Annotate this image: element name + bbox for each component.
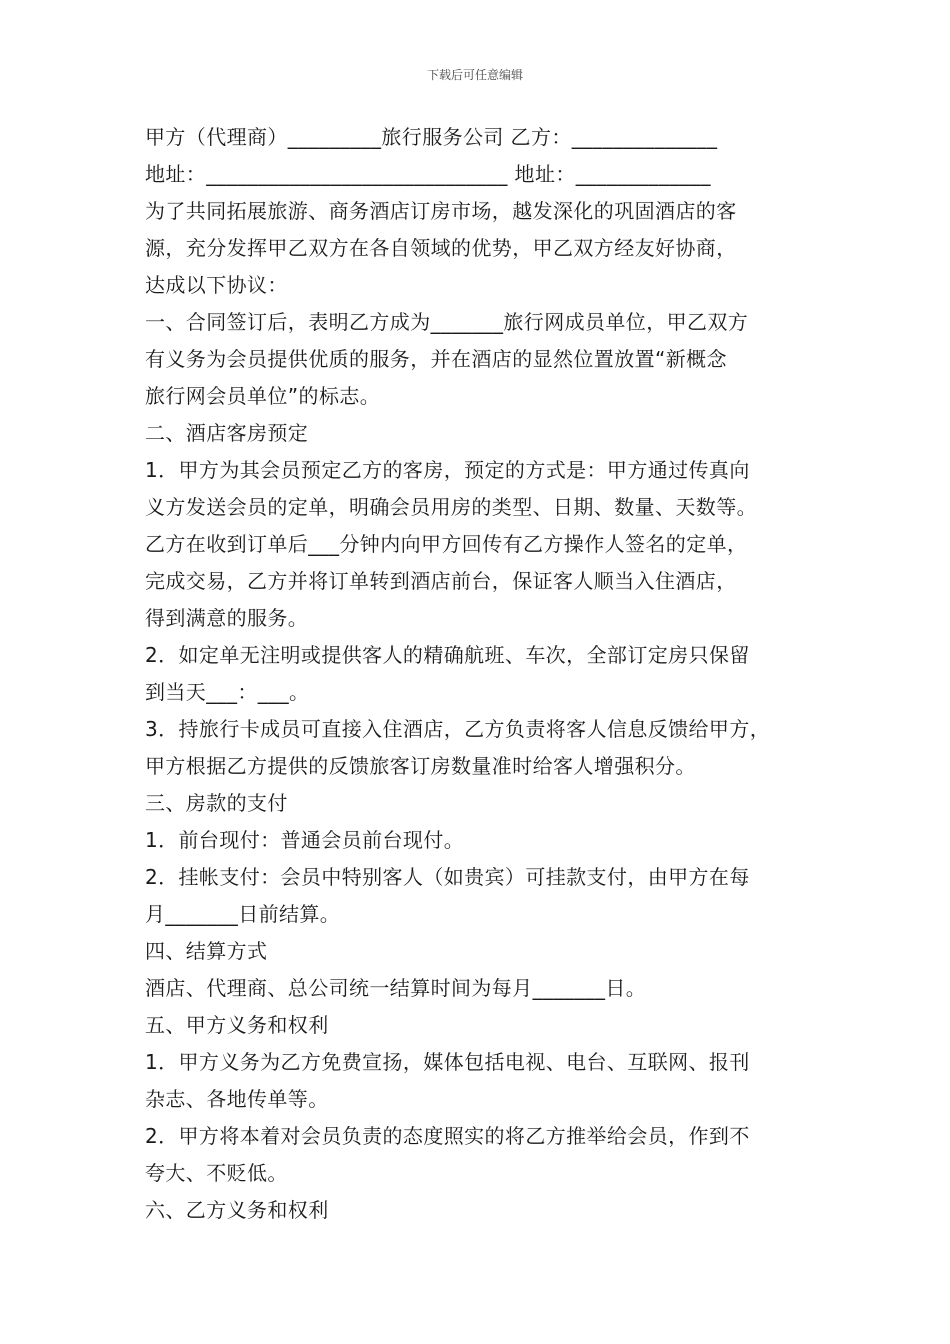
contract-body — [145, 119, 835, 1229]
text-line: 2．挂帐支付：会员中特别客人（如贵宾）可挂款支付，由甲方在每 — [145, 865, 750, 889]
text-line: 乙方在收到订单后___分钟内向甲方回传有乙方操作人签名的定单， — [145, 532, 748, 556]
text-line: 1．甲方义务为乙方免费宣扬，媒体包括电视、电台、互联网、报刊 — [145, 1050, 750, 1074]
section-heading: 四、结算方式 — [145, 939, 268, 963]
text-line: 源，充分发挥甲乙双方在各自领域的优势，甲乙双方经友好协商， — [145, 236, 737, 260]
text-line: 完成交易，乙方并将订单转到酒店前台，保证客人顺当入住酒店， — [145, 569, 737, 593]
text-line: 有义务为会员提供优质的服务，并在酒店的显然位置放置“新概念 — [145, 347, 727, 371]
text-line: 到当天___：___。 — [145, 680, 310, 704]
text-line: 月_______日前结算。 — [145, 902, 341, 926]
text-line: 得到满意的服务。 — [145, 606, 309, 630]
text-line: 义方发送会员的定单，明确会员用房的类型、日期、数量、天数等。 — [145, 495, 757, 519]
text-line: 甲方根据乙方提供的反馈旅客订房数量准时给客人增强积分。 — [145, 754, 696, 778]
text-line: 1．前台现付：普通会员前台现付。 — [145, 828, 465, 852]
text-line: 为了共同拓展旅游、商务酒店订房市场，越发深化的巩固酒店的客 — [145, 199, 737, 223]
section-heading: 二、酒店客房预定 — [145, 421, 309, 445]
text-line: 酒店、代理商、总公司统一结算时间为每月_______日。 — [145, 976, 647, 1000]
text-line: 甲方（代理商）_________旅行服务公司 乙方：______________ — [145, 125, 718, 149]
text-line: 2．如定单无注明或提供客人的精确航班、车次，全部订定房只保留 — [145, 643, 750, 667]
text-line: 一、合同签订后，表明乙方成为_______旅行网成员单位，甲乙双方 — [145, 310, 749, 334]
text-line: 旅行网会员单位”的标志。 — [145, 384, 381, 408]
section-heading: 六、乙方义务和权利 — [145, 1198, 329, 1222]
header-note: 下载后可任意编辑 — [426, 68, 523, 82]
text-line: 夸大、不贬低。 — [145, 1161, 288, 1185]
text-line: 2．甲方将本着对会员负责的态度照实的将乙方推举给会员，作到不 — [145, 1124, 750, 1148]
text-line: 3．持旅行卡成员可直接入住酒店，乙方负责将客人信息反馈给甲方， — [145, 717, 771, 741]
text-line: 达成以下协议： — [145, 273, 288, 297]
text-line: 地址：_____________________________ 地址：_____________ — [145, 162, 711, 186]
text-line: 杂志、各地传单等。 — [145, 1087, 329, 1111]
text-line: 1．甲方为其会员预定乙方的客房，预定的方式是：甲方通过传真向 — [145, 458, 750, 482]
section-heading: 三、房款的支付 — [145, 791, 288, 815]
section-heading: 五、甲方义务和权利 — [145, 1013, 329, 1037]
